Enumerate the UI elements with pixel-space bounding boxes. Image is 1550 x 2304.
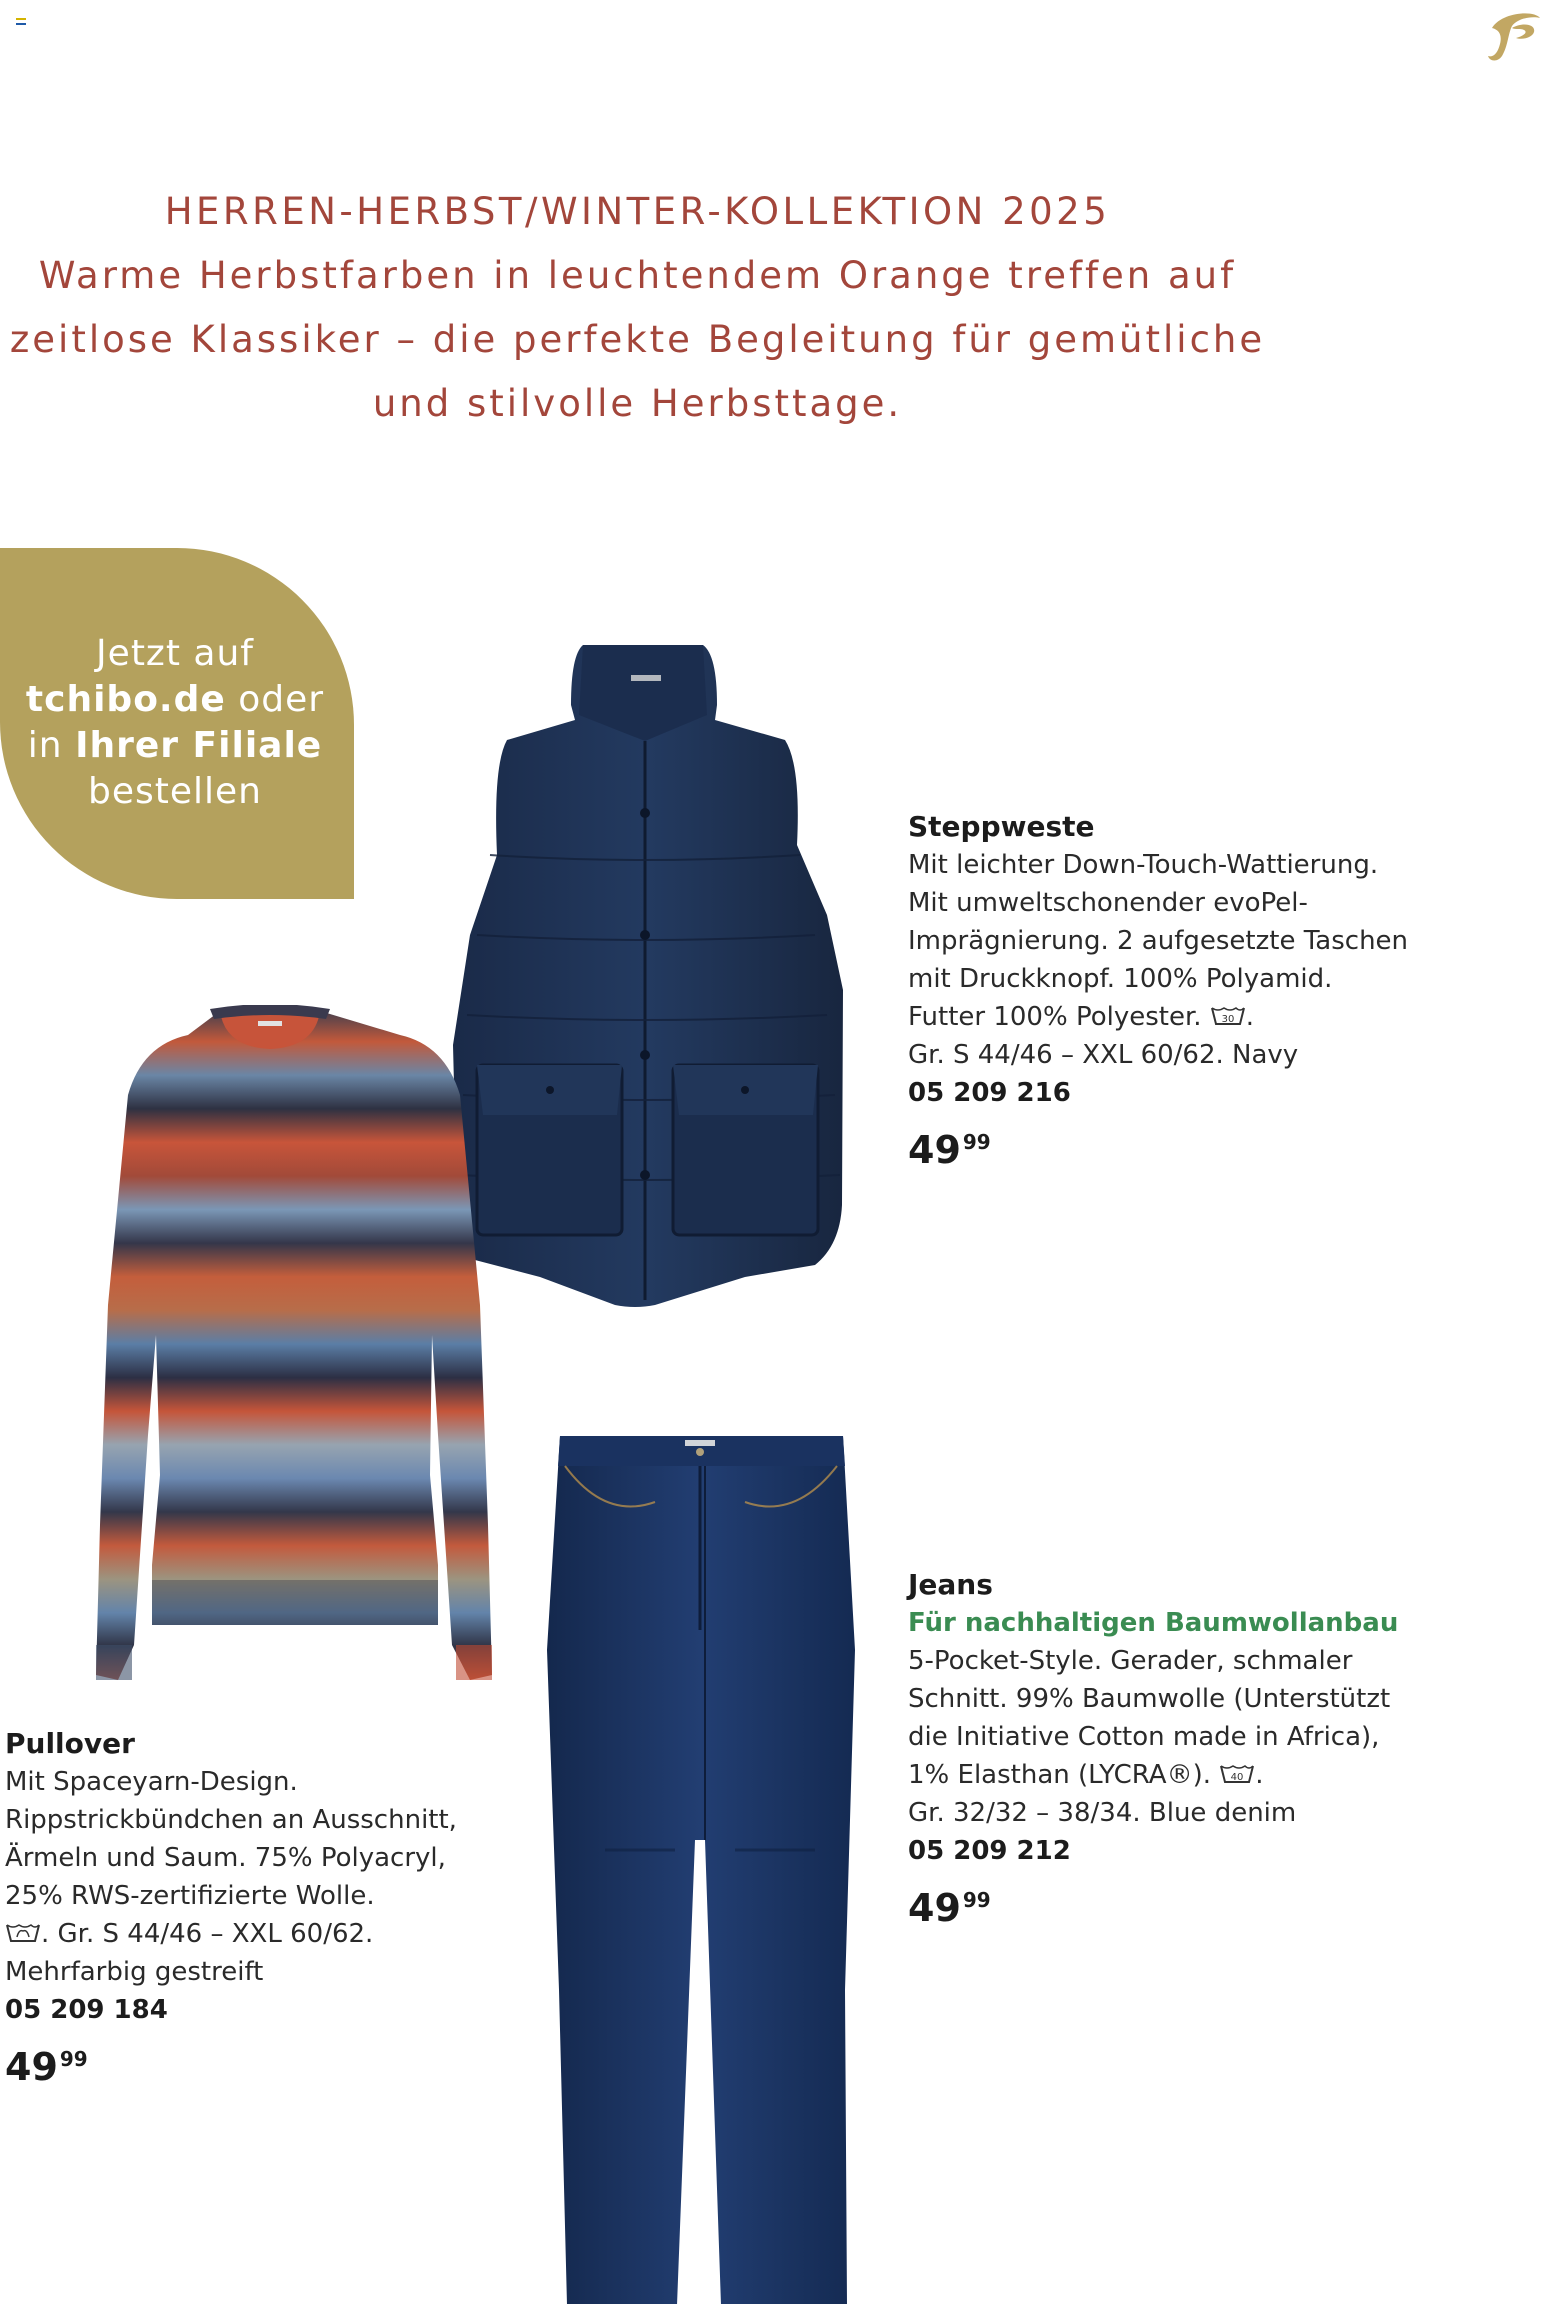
vest-product-info	[908, 808, 1468, 1170]
badge-line-1: Jetzt auf	[96, 633, 254, 674]
jeans-desc-1: 5-Pocket-Style. Gerader, schmaler	[908, 1646, 1353, 1676]
vest-period: .	[1245, 1002, 1255, 1032]
sweater-article-number: 05 209 184	[5, 1995, 168, 2025]
sweater-price-cents: 99	[59, 2047, 88, 2071]
hero-line-4: und stilvolle Herbsttage.	[372, 382, 903, 425]
sweater-price	[5, 2039, 525, 2087]
wash-temp-30: 30	[1221, 1014, 1235, 1025]
collection-kicker: HERREN-HERBST/WINTER-KOLLEKTION 2025	[164, 190, 1111, 233]
hero-headline	[0, 180, 1275, 436]
jeans-sizes: Gr. 32/32 – 38/34. Blue denim	[908, 1798, 1297, 1828]
badge-store: Ihrer Filiale	[75, 725, 323, 766]
vest-desc-2: Mit umweltschonender evoPel-	[908, 888, 1308, 918]
vest-desc-3: Imprägnierung. 2 aufgesetzte Taschen	[908, 926, 1409, 956]
vest-article-number: 05 209 216	[908, 1078, 1071, 1108]
jeans-desc-2: Schnitt. 99% Baumwolle (Unterstützt	[908, 1684, 1391, 1714]
wash-40-icon	[1219, 1759, 1255, 1783]
sweater-desc-1: Mit Spaceyarn-Design.	[5, 1767, 298, 1797]
jeans-sustainability-tagline: Für nachhaltigen Baumwollanbau	[908, 1608, 1399, 1638]
jeans-article-number: 05 209 212	[908, 1836, 1071, 1866]
sweater-color: Mehrfarbig gestreift	[5, 1957, 264, 1987]
badge-line-4: bestellen	[88, 771, 262, 812]
jeans-elastane-text: 1% Elasthan (LYCRA®).	[908, 1760, 1211, 1790]
sweater-sizes: . Gr. S 44/46 – XXL 60/62.	[41, 1919, 374, 1949]
sweater-image[interactable]	[60, 1005, 530, 1690]
vest-price-cents: 99	[962, 1130, 991, 1154]
menu-icon[interactable]	[16, 18, 26, 25]
jeans-price-cents: 99	[962, 1888, 991, 1912]
vest-lining-text: Futter 100% Polyester.	[908, 1002, 1202, 1032]
jeans-period: .	[1255, 1760, 1264, 1790]
vest-desc-5	[908, 998, 1468, 1036]
badge-in: in	[27, 725, 76, 766]
vest-price-main: 49	[908, 1128, 961, 1172]
vest-price	[908, 1122, 1468, 1170]
vest-desc-1: Mit leichter Down-Touch-Wattierung.	[908, 850, 1379, 880]
badge-line-3	[0, 723, 350, 769]
jeans-price	[908, 1880, 1468, 1928]
jeans-name[interactable]: Jeans	[908, 1568, 993, 1601]
jeans-desc-3: die Initiative Cotton made in Africa),	[908, 1722, 1380, 1752]
hand-wash-icon	[5, 1918, 41, 1942]
sweater-price-main: 49	[5, 2045, 58, 2089]
sweater-name[interactable]: Pullover	[5, 1727, 135, 1760]
jeans-desc-4	[908, 1756, 1468, 1794]
badge-website[interactable]: tchibo.de	[25, 679, 226, 720]
badge-oder: oder	[225, 679, 325, 720]
wash-30-icon	[1210, 1001, 1246, 1025]
sweater-desc-3: Ärmeln und Saum. 75% Polyacryl,	[5, 1843, 446, 1873]
hero-line-2: Warme Herbstfarben in leuchtendem Orange treffen auf	[38, 254, 1237, 297]
jeans-product-info	[908, 1566, 1468, 1928]
vest-desc-4: mit Druckknopf. 100% Polyamid.	[908, 964, 1333, 994]
sweater-desc-2: Rippstrickbündchen an Ausschnitt,	[5, 1805, 457, 1835]
badge-line-2	[0, 677, 350, 723]
sweater-care-sizes	[5, 1915, 525, 1953]
jeans-price-main: 49	[908, 1886, 961, 1930]
vest-name[interactable]: Steppweste	[908, 810, 1095, 843]
order-badge[interactable]	[0, 548, 354, 899]
hero-line-3: zeitlose Klassiker – die perfekte Begleitung für gemütliche	[9, 318, 1266, 361]
tchibo-logo-icon[interactable]	[1482, 6, 1546, 66]
sweater-desc-4: 25% RWS-zertifizierte Wolle.	[5, 1881, 375, 1911]
wash-temp-40: 40	[1230, 1772, 1244, 1783]
jeans-image[interactable]	[545, 1430, 857, 2304]
vest-sizes: Gr. S 44/46 – XXL 60/62. Navy	[908, 1040, 1299, 1070]
sweater-product-info	[5, 1725, 525, 2087]
